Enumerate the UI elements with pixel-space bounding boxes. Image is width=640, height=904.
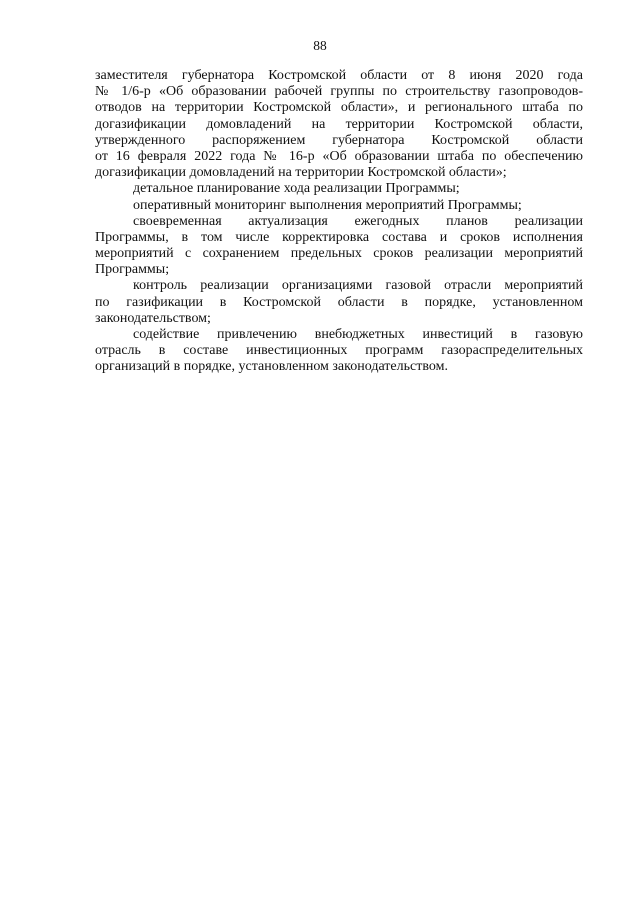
text-line: № 1/6-р «Об образовании рабочей группы по строительству газопроводов- [95,84,583,100]
text-line: Программы; [95,262,170,278]
paragraph-investments [95,327,583,376]
paragraph-monitoring [95,198,583,214]
paragraph-responsibilities-intro [95,68,583,181]
text-line: догазификации домовладений на территории Костромской области»; [95,165,507,181]
text-line: содействие привлечению внебюджетных инвестиций в газовую [133,327,583,342]
text-line: догазификации домовладений на территории Костромской области, [95,116,583,132]
document-body [95,68,583,376]
paragraph-control [95,278,583,327]
text-line: оперативный мониторинг выполнения мероприятий Программы; [133,197,522,213]
text-line: контроль реализации организациями газовой отрасли мероприятий [133,278,583,294]
page-number: 88 [313,38,327,53]
text-line: мероприятий с сохранением предельных сроков реализации мероприятий [95,246,583,262]
text-line: своевременная актуализация ежегодных планов реализации [133,213,583,229]
text-line: детальное планирование хода реализации Программы; [133,181,460,197]
text-line: организаций в порядке, установленном законодательством. [95,359,448,375]
paragraph-planning [95,181,583,197]
text-line: утвержденного распоряжением губернатора Костромской области [95,132,583,148]
text-line: отрасль в составе инвестиционных программ газораспределительных [95,343,583,359]
paragraph-plan-updates [95,214,583,279]
text-line: по газификации в Костромской области в порядке, установленном [95,294,583,310]
text-line: Программы, в том числе корректировка состава и сроков исполнения [95,229,583,245]
text-line: заместителя губернатора Костромской области от 8 июня 2020 года [95,68,583,83]
text-line: отводов на территории Костромской области», и регионального штаба по [95,100,583,116]
text-line: законодательством; [95,310,211,326]
text-line: от 16 февраля 2022 года № 16-р «Об образовании штаба по обеспечению [95,148,583,164]
